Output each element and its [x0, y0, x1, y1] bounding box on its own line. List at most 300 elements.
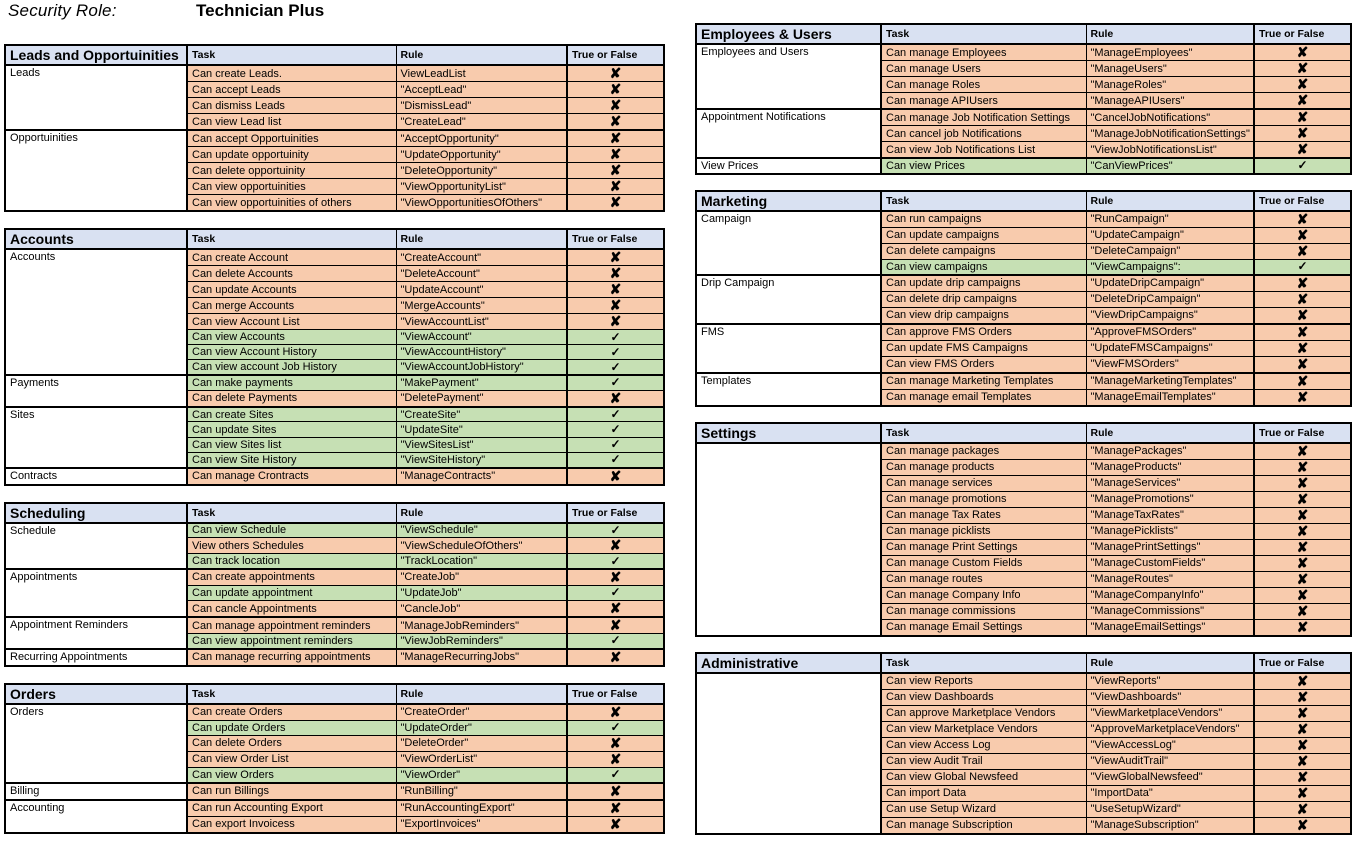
rule-cell: "ViewDashboards" — [1086, 689, 1254, 705]
true-false-cell — [567, 649, 664, 666]
true-false-cell — [567, 390, 664, 407]
task-cell: Can manage services — [881, 475, 1086, 491]
task-cell: Can manage commissions — [881, 603, 1086, 619]
task-cell: Can view Order List — [187, 751, 396, 767]
rule-cell: "ImportData" — [1086, 785, 1254, 801]
true-false-cell — [1254, 539, 1351, 555]
rule-cell: "ManageTaxRates" — [1086, 507, 1254, 523]
table-title: Scheduling — [5, 503, 187, 523]
x-mark-icon: ✘ — [609, 297, 622, 313]
check-mark-icon: ✓ — [610, 407, 621, 422]
task-cell: Can delete Payments — [187, 390, 396, 407]
task-cell: Can view Job Notifications List — [881, 142, 1086, 159]
true-false-cell — [1254, 227, 1351, 243]
rule-cell: "ManagePicklists" — [1086, 523, 1254, 539]
permission-row — [5, 468, 664, 485]
column-header-true-false: True or False — [1254, 24, 1351, 44]
check-mark-icon: ✓ — [610, 344, 621, 359]
rule-cell: "UpdateOrder" — [396, 720, 567, 735]
x-mark-icon: ✘ — [609, 389, 622, 406]
check-mark-icon: ✓ — [610, 329, 621, 344]
task-cell: Can merge Accounts — [187, 298, 396, 314]
rule-cell: "MakePayment" — [396, 375, 567, 390]
task-cell: Can import Data — [881, 785, 1086, 801]
category-cell — [696, 673, 881, 834]
task-cell: Can accept Opportuinities — [187, 130, 396, 147]
check-mark-icon: ✓ — [610, 553, 621, 568]
x-mark-icon: ✘ — [1296, 125, 1309, 141]
permission-row — [696, 443, 1351, 460]
rule-cell: "ViewSchedule" — [396, 523, 567, 538]
category-cell: FMS — [696, 324, 881, 373]
true-false-cell — [567, 617, 664, 634]
task-cell: Can manage Crontracts — [187, 468, 396, 485]
true-false-cell — [1254, 705, 1351, 721]
task-cell: Can manage routes — [881, 571, 1086, 587]
true-false-cell — [1254, 389, 1351, 406]
security-role-label: Security Role: — [8, 1, 117, 20]
table-scheduling — [4, 502, 665, 667]
x-mark-icon: ✘ — [1296, 210, 1309, 227]
true-false-cell — [1254, 142, 1351, 159]
true-false-cell — [567, 147, 664, 163]
check-mark-icon: ✓ — [610, 452, 621, 467]
task-cell: Can create Account — [187, 249, 396, 266]
rule-cell: "ManageProducts" — [1086, 459, 1254, 475]
x-mark-icon: ✘ — [609, 815, 622, 832]
category-cell: Appointment Reminders — [5, 617, 187, 649]
category-cell: Billing — [5, 783, 187, 800]
category-cell: Campaign — [696, 211, 881, 275]
task-cell: Can view account Job History — [187, 360, 396, 375]
x-mark-icon: ✘ — [609, 97, 622, 113]
rule-cell: "ManageCustomFields" — [1086, 555, 1254, 571]
table-header-row — [696, 191, 1351, 211]
x-mark-icon: ✘ — [1296, 141, 1309, 157]
x-mark-icon: ✘ — [609, 537, 622, 554]
x-mark-icon: ✘ — [1296, 458, 1309, 475]
true-false-cell — [1254, 77, 1351, 93]
task-cell: Can delete campaigns — [881, 243, 1086, 259]
rule-cell: "ViewMarketplaceVendors" — [1086, 705, 1254, 721]
x-mark-icon: ✘ — [609, 81, 622, 97]
true-false-cell — [1254, 801, 1351, 817]
task-cell: Can manage promotions — [881, 491, 1086, 507]
rule-cell: "DeleteOrder" — [396, 735, 567, 751]
x-mark-icon: ✘ — [1296, 274, 1309, 291]
x-mark-icon: ✘ — [1296, 538, 1309, 555]
column-header-rule: Rule — [1086, 423, 1254, 443]
x-mark-icon: ✘ — [1296, 226, 1309, 243]
column-header-true-false: True or False — [567, 45, 664, 65]
x-mark-icon: ✘ — [609, 600, 622, 617]
task-cell: Can make payments — [187, 375, 396, 390]
check-mark-icon: ✓ — [1297, 259, 1308, 273]
task-cell: Can track location — [187, 554, 396, 569]
rule-cell: "ManageMarketingTemplates" — [1086, 373, 1254, 390]
rule-cell: "ViewCampaigns": — [1086, 259, 1254, 275]
rule-cell: "RunAccountingExport" — [396, 800, 567, 817]
task-cell: Can manage Job Notification Settings — [881, 109, 1086, 126]
x-mark-icon: ✘ — [609, 249, 622, 265]
rule-cell: "DeleteOpportunity" — [396, 163, 567, 179]
true-false-cell — [567, 314, 664, 330]
task-cell: Can manage Tax Rates — [881, 507, 1086, 523]
rule-cell: "CreateSite" — [396, 407, 567, 422]
permission-row — [696, 109, 1351, 126]
task-cell: Can run Accounting Export — [187, 800, 396, 817]
rule-cell: "RunCampaign" — [1086, 211, 1254, 228]
task-cell: View others Schedules — [187, 538, 396, 554]
true-false-cell — [1254, 619, 1351, 636]
column-header-rule: Rule — [1086, 24, 1254, 44]
task-cell: Can delete drip campaigns — [881, 291, 1086, 307]
rule-cell: "ManageJobNotificationSettings" — [1086, 126, 1254, 142]
task-cell: Can dismiss Leads — [187, 98, 396, 114]
rule-cell: "CancleJob" — [396, 601, 567, 618]
category-cell: Drip Campaign — [696, 275, 881, 324]
true-false-cell — [1254, 571, 1351, 587]
rule-cell: "ManageSubscription" — [1086, 817, 1254, 834]
x-mark-icon: ✘ — [609, 313, 622, 329]
task-cell: Can update FMS Campaigns — [881, 340, 1086, 356]
x-mark-icon: ✘ — [609, 568, 622, 585]
true-false-cell — [1254, 44, 1351, 61]
table-title: Employees & Users — [696, 24, 881, 44]
x-mark-icon: ✘ — [609, 146, 622, 162]
task-cell: Can delete Accounts — [187, 266, 396, 282]
true-false-cell — [1254, 356, 1351, 373]
column-header-rule: Rule — [1086, 653, 1254, 673]
rule-cell: "ManageServices" — [1086, 475, 1254, 491]
rule-cell: "ViewOpportunityList" — [396, 179, 567, 195]
true-false-cell — [1254, 243, 1351, 259]
true-false-cell — [567, 98, 664, 114]
security-role-value: Technician Plus — [196, 1, 325, 20]
true-false-cell — [567, 65, 664, 82]
x-mark-icon: ✘ — [1296, 506, 1309, 523]
rule-cell: "DeletePayment" — [396, 390, 567, 407]
task-cell: Can view opportuinities — [187, 179, 396, 195]
right-column — [695, 23, 1350, 850]
true-false-cell — [1254, 523, 1351, 539]
task-cell: Can view Account List — [187, 314, 396, 330]
x-mark-icon: ✘ — [1296, 570, 1309, 587]
true-false-cell — [567, 704, 664, 721]
x-mark-icon: ✘ — [1296, 554, 1309, 571]
x-mark-icon: ✘ — [1296, 586, 1309, 603]
x-mark-icon: ✘ — [1296, 60, 1309, 76]
table-title: Orders — [5, 684, 187, 704]
x-mark-icon: ✘ — [609, 617, 622, 634]
permission-row — [696, 373, 1351, 390]
column-header-task: Task — [881, 653, 1086, 673]
rule-cell: "ManageEmployees" — [1086, 44, 1254, 61]
table-title: Leads and Opportuinities — [5, 45, 187, 65]
check-mark-icon: ✓ — [610, 522, 621, 537]
true-false-cell — [1254, 753, 1351, 769]
column-header-true-false: True or False — [1254, 191, 1351, 211]
true-false-cell — [567, 114, 664, 131]
category-cell: Leads — [5, 65, 187, 130]
column-header-rule: Rule — [396, 229, 567, 249]
x-mark-icon: ✘ — [609, 782, 622, 799]
true-false-cell — [567, 407, 664, 422]
true-false-cell — [1254, 93, 1351, 110]
task-cell: Can view drip campaigns — [881, 307, 1086, 324]
true-false-cell — [567, 585, 664, 600]
x-mark-icon: ✘ — [609, 194, 622, 210]
rule-cell: "ViewAccountList" — [396, 314, 567, 330]
x-mark-icon: ✘ — [1296, 388, 1309, 405]
column-header-true-false: True or False — [567, 684, 664, 704]
true-false-cell — [1254, 340, 1351, 356]
table-administrative — [695, 652, 1352, 835]
x-mark-icon: ✘ — [1296, 752, 1309, 769]
task-cell: Can update campaigns — [881, 227, 1086, 243]
x-mark-icon: ✘ — [1296, 339, 1309, 356]
category-cell: Orders — [5, 704, 187, 783]
rule-cell: "ViewSiteHistory" — [396, 452, 567, 467]
x-mark-icon: ✘ — [1296, 816, 1309, 833]
x-mark-icon: ✘ — [609, 130, 622, 146]
x-mark-icon: ✘ — [1296, 242, 1309, 259]
true-false-cell — [1254, 61, 1351, 77]
check-mark-icon: ✓ — [610, 633, 621, 648]
x-mark-icon: ✘ — [1296, 355, 1309, 372]
task-cell: Can manage Employees — [881, 44, 1086, 61]
rule-cell: "UpdateAccount" — [396, 282, 567, 298]
task-cell: Can view Access Log — [881, 737, 1086, 753]
true-false-cell — [1254, 275, 1351, 292]
rule-cell: "UpdateOpportunity" — [396, 147, 567, 163]
task-cell: Can view Lead list — [187, 114, 396, 131]
true-false-cell — [567, 422, 664, 437]
column-header-task: Task — [881, 191, 1086, 211]
task-cell: Can view appointment reminders — [187, 634, 396, 649]
x-mark-icon: ✘ — [1296, 800, 1309, 817]
permission-row — [5, 65, 664, 82]
x-mark-icon: ✘ — [1296, 672, 1309, 689]
rule-cell: "ManageUsers" — [1086, 61, 1254, 77]
task-cell: Can manage packages — [881, 443, 1086, 460]
true-false-cell — [1254, 373, 1351, 390]
table-header-row — [5, 229, 664, 249]
task-cell: Can manage appointment reminders — [187, 617, 396, 634]
rule-cell: "AcceptLead" — [396, 82, 567, 98]
task-cell: Can view FMS Orders — [881, 356, 1086, 373]
x-mark-icon: ✘ — [609, 65, 622, 81]
task-cell: Can update Sites — [187, 422, 396, 437]
true-false-cell — [1254, 459, 1351, 475]
true-false-cell — [1254, 507, 1351, 523]
task-cell: Can update drip campaigns — [881, 275, 1086, 292]
true-false-cell — [1254, 737, 1351, 753]
task-cell: Can cancel job Notifications — [881, 126, 1086, 142]
task-cell: Can manage APIUsers — [881, 93, 1086, 110]
task-cell: Can manage Marketing Templates — [881, 373, 1086, 390]
task-cell: Can view opportuinities of others — [187, 195, 396, 212]
rule-cell: "ManagePackages" — [1086, 443, 1254, 460]
rule-cell: "MergeAccounts" — [396, 298, 567, 314]
permission-row — [5, 130, 664, 147]
true-false-cell — [567, 523, 664, 538]
column-header-true-false: True or False — [567, 229, 664, 249]
check-mark-icon: ✓ — [610, 375, 621, 390]
permission-row — [696, 324, 1351, 341]
category-cell: Accounting — [5, 800, 187, 833]
category-cell: Appointments — [5, 569, 187, 617]
rule-cell: "ViewDripCampaigns" — [1086, 307, 1254, 324]
true-false-cell — [567, 360, 664, 375]
task-cell: Can run campaigns — [881, 211, 1086, 228]
permission-row — [5, 375, 664, 390]
task-cell: Can approve FMS Orders — [881, 324, 1086, 341]
rule-cell: "ViewAccount" — [396, 330, 567, 345]
true-false-cell — [1254, 673, 1351, 690]
rule-cell: "DeleteAccount" — [396, 266, 567, 282]
permission-row — [696, 211, 1351, 228]
rule-cell: "ApproveFMSOrders" — [1086, 324, 1254, 341]
rule-cell: "ManageCommissions" — [1086, 603, 1254, 619]
task-cell: Can manage Users — [881, 61, 1086, 77]
category-cell: Payments — [5, 375, 187, 407]
task-cell: Can manage Custom Fields — [881, 555, 1086, 571]
rule-cell: "ViewAccessLog" — [1086, 737, 1254, 753]
category-cell: Templates — [696, 373, 881, 406]
x-mark-icon: ✘ — [1296, 768, 1309, 785]
task-cell: Can manage picklists — [881, 523, 1086, 539]
rule-cell: "ManageCompanyInfo" — [1086, 587, 1254, 603]
true-false-cell — [1254, 785, 1351, 801]
x-mark-icon: ✘ — [609, 648, 622, 665]
rule-cell: "ManageRoles" — [1086, 77, 1254, 93]
rule-cell: "ViewFMSOrders" — [1086, 356, 1254, 373]
x-mark-icon: ✘ — [1296, 736, 1309, 753]
rule-cell: "ViewGlobalNewsfeed" — [1086, 769, 1254, 785]
table-header-row — [696, 653, 1351, 673]
table-accounts — [4, 228, 665, 486]
x-mark-icon: ✘ — [1296, 372, 1309, 389]
rule-cell: "ViewJobReminders" — [396, 634, 567, 649]
true-false-cell — [1254, 769, 1351, 785]
permission-row — [5, 649, 664, 666]
permission-row — [5, 249, 664, 266]
table-employees-users — [695, 23, 1352, 175]
check-mark-icon: ✓ — [610, 359, 621, 374]
task-cell: Can create Orders — [187, 704, 396, 721]
x-mark-icon: ✘ — [1296, 522, 1309, 539]
true-false-cell — [567, 751, 664, 767]
task-cell: Can update opportuinity — [187, 147, 396, 163]
true-false-cell — [1254, 324, 1351, 341]
task-cell: Can manage Company Info — [881, 587, 1086, 603]
check-mark-icon: ✓ — [610, 437, 621, 452]
x-mark-icon: ✘ — [1296, 704, 1309, 721]
task-cell: Can view Account History — [187, 345, 396, 360]
column-header-rule: Rule — [1086, 191, 1254, 211]
table-title: Settings — [696, 423, 881, 443]
rule-cell: "ManageRoutes" — [1086, 571, 1254, 587]
rule-cell: "TrackLocation" — [396, 554, 567, 569]
true-false-cell — [567, 345, 664, 360]
table-marketing — [695, 190, 1352, 407]
rule-cell: "UpdateFMSCampaigns" — [1086, 340, 1254, 356]
task-cell: Can view Sites list — [187, 437, 396, 452]
rule-cell: "CreateLead" — [396, 114, 567, 131]
rule-cell: "UseSetupWizard" — [1086, 801, 1254, 817]
permission-row — [5, 704, 664, 721]
task-cell: Can view Audit Trail — [881, 753, 1086, 769]
x-mark-icon: ✘ — [609, 265, 622, 281]
category-cell — [696, 443, 881, 636]
table-header-row — [696, 24, 1351, 44]
true-false-cell — [1254, 817, 1351, 834]
task-cell: Can view Global Newsfeed — [881, 769, 1086, 785]
rule-cell: "ViewOrderList" — [396, 751, 567, 767]
rule-cell: "UpdateSite" — [396, 422, 567, 437]
true-false-cell — [567, 375, 664, 390]
task-cell: Can manage Roles — [881, 77, 1086, 93]
true-false-cell — [1254, 491, 1351, 507]
check-mark-icon: ✓ — [610, 585, 621, 600]
task-cell: Can view Dashboards — [881, 689, 1086, 705]
x-mark-icon: ✘ — [609, 703, 622, 720]
x-mark-icon: ✘ — [1296, 306, 1309, 323]
task-cell: Can update Orders — [187, 720, 396, 735]
column-header-task: Task — [881, 423, 1086, 443]
true-false-cell — [567, 634, 664, 649]
task-cell: Can view campaigns — [881, 259, 1086, 275]
task-cell: Can view Marketplace Vendors — [881, 721, 1086, 737]
permission-row — [5, 617, 664, 634]
x-mark-icon: ✘ — [1296, 474, 1309, 491]
task-cell: Can approve Marketplace Vendors — [881, 705, 1086, 721]
true-false-cell — [1254, 443, 1351, 460]
task-cell: Can delete opportuinity — [187, 163, 396, 179]
x-mark-icon: ✘ — [609, 113, 622, 129]
true-false-cell — [567, 452, 664, 467]
x-mark-icon: ✘ — [1296, 323, 1309, 340]
rule-cell: ViewLeadList — [396, 65, 567, 82]
check-mark-icon: ✓ — [610, 422, 621, 437]
permission-row — [5, 800, 664, 817]
rule-cell: "DeleteDripCampaign" — [1086, 291, 1254, 307]
true-false-cell — [567, 767, 664, 782]
permission-row — [696, 158, 1351, 174]
column-header-rule: Rule — [396, 503, 567, 523]
task-cell: Can view Site History — [187, 452, 396, 467]
true-false-cell — [567, 800, 664, 817]
category-cell: Appointment Notifications — [696, 109, 881, 158]
rule-cell: "CanViewPrices" — [1086, 158, 1254, 174]
task-cell: Can update appointment — [187, 585, 396, 600]
true-false-cell — [1254, 587, 1351, 603]
true-false-cell — [567, 298, 664, 314]
column-header-task: Task — [187, 684, 396, 704]
task-cell: Can view Accounts — [187, 330, 396, 345]
rule-cell: "ApproveMarketplaceVendors" — [1086, 721, 1254, 737]
x-mark-icon: ✘ — [1296, 618, 1309, 635]
true-false-cell — [1254, 307, 1351, 324]
true-false-cell — [567, 437, 664, 452]
rule-cell: "CreateOrder" — [396, 704, 567, 721]
document-header — [0, 0, 1362, 24]
rule-cell: "ViewAccountJobHistory" — [396, 360, 567, 375]
task-cell: Can view Reports — [881, 673, 1086, 690]
column-header-rule: Rule — [396, 684, 567, 704]
rule-cell: "CancelJobNotifications" — [1086, 109, 1254, 126]
